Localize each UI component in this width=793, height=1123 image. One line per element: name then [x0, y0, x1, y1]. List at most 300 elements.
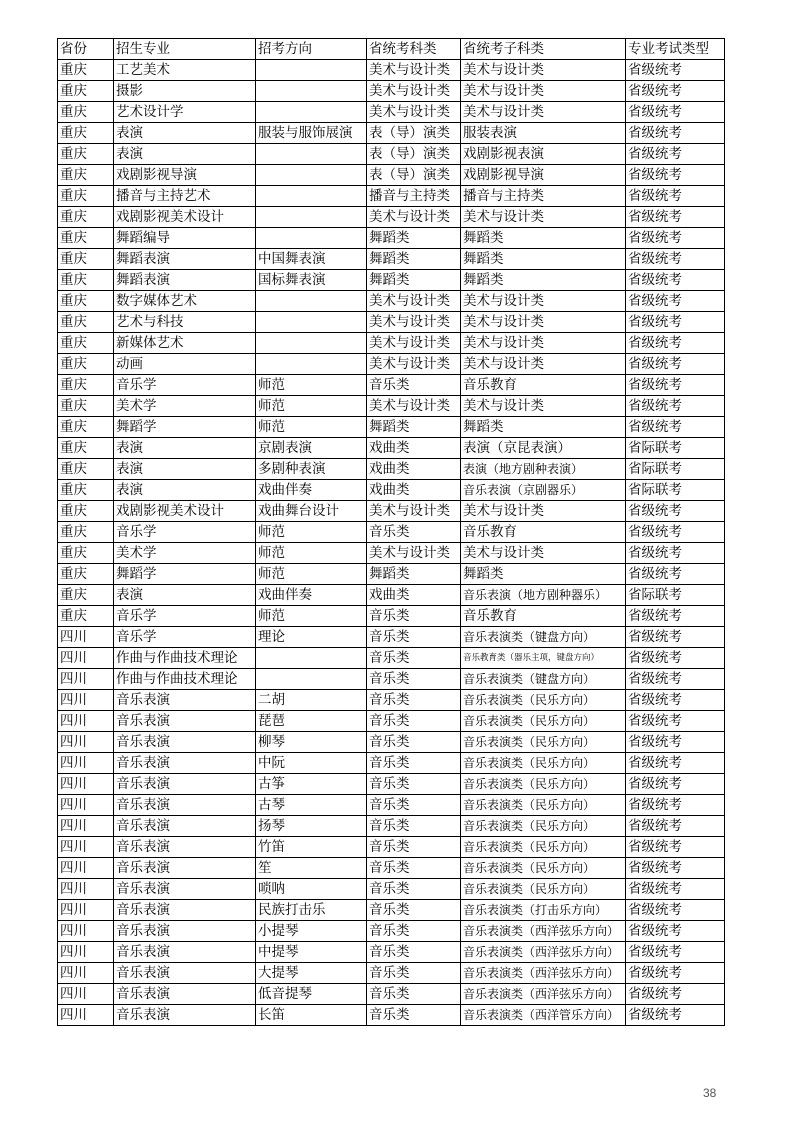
table-row: [58, 438, 725, 459]
table-row: [58, 123, 725, 144]
cell-direction: [256, 354, 367, 375]
cell-exam-subcategory: 音乐表演类（打击乐方向）: [461, 900, 626, 921]
cell-exam-subcategory: 美术与设计类: [461, 501, 626, 522]
cell-exam-type: 省级统考: [626, 753, 725, 774]
table-row: [58, 627, 725, 648]
cell-major: 表演: [114, 438, 256, 459]
table-row: [58, 354, 725, 375]
cell-province: 重庆: [58, 480, 114, 501]
cell-province: 四川: [58, 669, 114, 690]
header-direction: 招考方向: [256, 39, 367, 60]
cell-exam-subcategory: 表演（地方剧种表演）: [461, 459, 626, 480]
table-row: [58, 774, 725, 795]
cell-exam-type: 省级统考: [626, 207, 725, 228]
cell-exam-type: 省级统考: [626, 795, 725, 816]
cell-exam-subcategory: 音乐表演（地方剧种器乐）: [461, 585, 626, 606]
cell-direction: 古琴: [256, 795, 367, 816]
table-row: [58, 459, 725, 480]
cell-exam-subcategory: 音乐表演类（西洋弦乐方向）: [461, 963, 626, 984]
cell-major: 表演: [114, 480, 256, 501]
cell-major: 音乐表演: [114, 858, 256, 879]
cell-exam-subcategory: 美术与设计类: [461, 312, 626, 333]
cell-exam-subcategory: 戏剧影视表演: [461, 144, 626, 165]
cell-province: 四川: [58, 795, 114, 816]
cell-exam-category: 美术与设计类: [367, 543, 461, 564]
cell-exam-subcategory: 播音与主持类: [461, 186, 626, 207]
cell-direction: [256, 144, 367, 165]
cell-exam-type: 省级统考: [626, 354, 725, 375]
cell-province: 重庆: [58, 144, 114, 165]
cell-major: 表演: [114, 459, 256, 480]
cell-exam-category: 美术与设计类: [367, 312, 461, 333]
cell-exam-subcategory: 美术与设计类: [461, 291, 626, 312]
cell-exam-type: 省级统考: [626, 1005, 725, 1026]
table-row: [58, 648, 725, 669]
cell-major: 新媒体艺术: [114, 333, 256, 354]
table-row: [58, 396, 725, 417]
cell-exam-type: 省级统考: [626, 732, 725, 753]
cell-province: 四川: [58, 858, 114, 879]
cell-exam-type: 省级统考: [626, 942, 725, 963]
cell-exam-subcategory: 美术与设计类: [461, 354, 626, 375]
cell-direction: 唢呐: [256, 879, 367, 900]
cell-exam-subcategory: 舞蹈类: [461, 417, 626, 438]
table-row: [58, 144, 725, 165]
cell-province: 重庆: [58, 291, 114, 312]
cell-exam-category: 美术与设计类: [367, 60, 461, 81]
cell-major: 表演: [114, 585, 256, 606]
table-row: [58, 270, 725, 291]
cell-exam-category: 美术与设计类: [367, 333, 461, 354]
cell-exam-subcategory: 音乐表演类（民乐方向）: [461, 732, 626, 753]
cell-exam-subcategory: 美术与设计类: [461, 102, 626, 123]
cell-major: 音乐表演: [114, 942, 256, 963]
cell-direction: 师范: [256, 564, 367, 585]
cell-major: 舞蹈表演: [114, 270, 256, 291]
table-row: [58, 102, 725, 123]
cell-major: 音乐表演: [114, 774, 256, 795]
cell-exam-category: 舞蹈类: [367, 249, 461, 270]
table-row: [58, 963, 725, 984]
cell-major: 音乐表演: [114, 984, 256, 1005]
cell-major: 音乐表演: [114, 753, 256, 774]
admissions-table: [57, 38, 725, 1026]
cell-major: 艺术设计学: [114, 102, 256, 123]
cell-exam-type: 省级统考: [626, 837, 725, 858]
cell-exam-subcategory: 音乐表演类（民乐方向）: [461, 816, 626, 837]
cell-province: 重庆: [58, 102, 114, 123]
cell-direction: [256, 102, 367, 123]
table-row: [58, 333, 725, 354]
cell-major: 音乐学: [114, 375, 256, 396]
cell-exam-category: 音乐类: [367, 879, 461, 900]
cell-province: 重庆: [58, 249, 114, 270]
cell-province: 四川: [58, 837, 114, 858]
table-row: [58, 1005, 725, 1026]
cell-major: 美术学: [114, 543, 256, 564]
cell-direction: 大提琴: [256, 963, 367, 984]
cell-exam-type: 省级统考: [626, 543, 725, 564]
cell-exam-subcategory: 音乐表演类（民乐方向）: [461, 879, 626, 900]
table-row: [58, 60, 725, 81]
cell-major: 播音与主持艺术: [114, 186, 256, 207]
cell-direction: 师范: [256, 606, 367, 627]
cell-exam-category: 音乐类: [367, 375, 461, 396]
cell-exam-subcategory: 戏剧影视导演: [461, 165, 626, 186]
table-row: [58, 669, 725, 690]
cell-province: 四川: [58, 648, 114, 669]
cell-exam-subcategory: 美术与设计类: [461, 60, 626, 81]
cell-exam-category: 戏曲类: [367, 438, 461, 459]
cell-exam-subcategory: 舞蹈类: [461, 564, 626, 585]
cell-major: 音乐表演: [114, 963, 256, 984]
table-row: [58, 522, 725, 543]
cell-exam-type: 省级统考: [626, 690, 725, 711]
cell-province: 重庆: [58, 606, 114, 627]
cell-direction: 师范: [256, 375, 367, 396]
cell-direction: 服装与服饰展演: [256, 123, 367, 144]
cell-exam-type: 省际联考: [626, 585, 725, 606]
cell-exam-category: 音乐类: [367, 648, 461, 669]
cell-exam-type: 省级统考: [626, 186, 725, 207]
cell-province: 重庆: [58, 333, 114, 354]
cell-direction: 国标舞表演: [256, 270, 367, 291]
table-row: [58, 312, 725, 333]
cell-exam-category: 音乐类: [367, 1005, 461, 1026]
table-row: [58, 543, 725, 564]
cell-exam-subcategory: 美术与设计类: [461, 543, 626, 564]
cell-exam-type: 省级统考: [626, 648, 725, 669]
cell-exam-type: 省级统考: [626, 669, 725, 690]
cell-exam-type: 省级统考: [626, 417, 725, 438]
cell-exam-category: 音乐类: [367, 900, 461, 921]
cell-major: 音乐表演: [114, 816, 256, 837]
cell-exam-type: 省级统考: [626, 102, 725, 123]
cell-direction: 低音提琴: [256, 984, 367, 1005]
cell-exam-type: 省际联考: [626, 438, 725, 459]
cell-province: 重庆: [58, 564, 114, 585]
table-row: [58, 291, 725, 312]
cell-direction: 戏曲舞台设计: [256, 501, 367, 522]
table-row: [58, 564, 725, 585]
cell-direction: 笙: [256, 858, 367, 879]
cell-exam-type: 省级统考: [626, 522, 725, 543]
cell-major: 音乐表演: [114, 795, 256, 816]
cell-exam-category: 美术与设计类: [367, 354, 461, 375]
cell-direction: [256, 81, 367, 102]
cell-major: 音乐表演: [114, 711, 256, 732]
cell-exam-category: 戏曲类: [367, 585, 461, 606]
cell-direction: 古筝: [256, 774, 367, 795]
table-row: [58, 249, 725, 270]
cell-direction: 中国舞表演: [256, 249, 367, 270]
cell-exam-category: 音乐类: [367, 627, 461, 648]
cell-major: 表演: [114, 123, 256, 144]
cell-exam-type: 省级统考: [626, 564, 725, 585]
cell-direction: 小提琴: [256, 921, 367, 942]
cell-major: 表演: [114, 144, 256, 165]
cell-major: 舞蹈学: [114, 417, 256, 438]
cell-direction: 长笛: [256, 1005, 367, 1026]
table-row: [58, 690, 725, 711]
cell-exam-category: 音乐类: [367, 942, 461, 963]
cell-province: 重庆: [58, 207, 114, 228]
cell-exam-subcategory: 音乐表演类（西洋管乐方向）: [461, 1005, 626, 1026]
table-row: [58, 585, 725, 606]
cell-exam-type: 省级统考: [626, 375, 725, 396]
cell-major: 摄影: [114, 81, 256, 102]
cell-exam-type: 省级统考: [626, 270, 725, 291]
cell-exam-type: 省级统考: [626, 144, 725, 165]
cell-direction: 民族打击乐: [256, 900, 367, 921]
cell-exam-category: 美术与设计类: [367, 291, 461, 312]
cell-major: 戏剧影视美术设计: [114, 207, 256, 228]
header-exam-subcategory: 省统考子科类: [461, 39, 626, 60]
cell-exam-category: 音乐类: [367, 984, 461, 1005]
table-row: [58, 480, 725, 501]
table-row: [58, 501, 725, 522]
cell-exam-category: 播音与主持类: [367, 186, 461, 207]
header-major: 招生专业: [114, 39, 256, 60]
cell-province: 四川: [58, 690, 114, 711]
cell-major: 舞蹈表演: [114, 249, 256, 270]
table-row: [58, 900, 725, 921]
cell-exam-type: 省级统考: [626, 774, 725, 795]
cell-exam-subcategory: 音乐教育类（器乐主项，键盘方向）: [461, 648, 626, 669]
cell-exam-subcategory: 舞蹈类: [461, 270, 626, 291]
cell-direction: 师范: [256, 543, 367, 564]
cell-direction: 柳琴: [256, 732, 367, 753]
cell-direction: [256, 648, 367, 669]
cell-exam-category: 戏曲类: [367, 459, 461, 480]
cell-exam-category: 美术与设计类: [367, 81, 461, 102]
cell-exam-type: 省级统考: [626, 879, 725, 900]
cell-exam-type: 省级统考: [626, 921, 725, 942]
cell-exam-subcategory: 服装表演: [461, 123, 626, 144]
cell-major: 音乐表演: [114, 732, 256, 753]
cell-direction: [256, 312, 367, 333]
cell-province: 四川: [58, 774, 114, 795]
cell-province: 四川: [58, 816, 114, 837]
cell-exam-type: 省级统考: [626, 291, 725, 312]
cell-major: 音乐表演: [114, 879, 256, 900]
table-row: [58, 165, 725, 186]
cell-exam-type: 省级统考: [626, 627, 725, 648]
cell-exam-category: 音乐类: [367, 711, 461, 732]
cell-exam-subcategory: 音乐表演类（民乐方向）: [461, 774, 626, 795]
header-exam-category: 省统考科类: [367, 39, 461, 60]
table-row: [58, 921, 725, 942]
cell-province: 重庆: [58, 60, 114, 81]
cell-direction: [256, 291, 367, 312]
cell-province: 重庆: [58, 543, 114, 564]
cell-province: 重庆: [58, 186, 114, 207]
cell-exam-subcategory: 音乐表演类（民乐方向）: [461, 753, 626, 774]
cell-direction: 戏曲伴奏: [256, 480, 367, 501]
cell-exam-category: 表（导）演类: [367, 123, 461, 144]
cell-province: 四川: [58, 984, 114, 1005]
cell-province: 重庆: [58, 459, 114, 480]
cell-direction: 中提琴: [256, 942, 367, 963]
cell-direction: 多剧种表演: [256, 459, 367, 480]
cell-exam-type: 省级统考: [626, 333, 725, 354]
cell-province: 重庆: [58, 354, 114, 375]
cell-major: 舞蹈编导: [114, 228, 256, 249]
cell-province: 重庆: [58, 417, 114, 438]
table-row: [58, 81, 725, 102]
cell-province: 四川: [58, 1005, 114, 1026]
cell-exam-category: 音乐类: [367, 774, 461, 795]
cell-exam-category: 美术与设计类: [367, 396, 461, 417]
table-row: [58, 753, 725, 774]
cell-exam-subcategory: 音乐表演类（西洋弦乐方向）: [461, 942, 626, 963]
cell-exam-subcategory: 音乐教育: [461, 375, 626, 396]
cell-exam-type: 省级统考: [626, 900, 725, 921]
cell-major: 戏剧影视美术设计: [114, 501, 256, 522]
cell-exam-type: 省级统考: [626, 312, 725, 333]
cell-direction: 中阮: [256, 753, 367, 774]
cell-exam-subcategory: 美术与设计类: [461, 333, 626, 354]
cell-exam-type: 省级统考: [626, 816, 725, 837]
cell-direction: 京剧表演: [256, 438, 367, 459]
cell-exam-subcategory: 音乐表演类（民乐方向）: [461, 690, 626, 711]
cell-major: 音乐表演: [114, 921, 256, 942]
table-row: [58, 207, 725, 228]
cell-major: 舞蹈学: [114, 564, 256, 585]
cell-exam-subcategory: 音乐表演类（西洋弦乐方向）: [461, 984, 626, 1005]
table-row: [58, 417, 725, 438]
cell-exam-subcategory: 音乐教育: [461, 606, 626, 627]
cell-exam-category: 音乐类: [367, 732, 461, 753]
cell-province: 重庆: [58, 81, 114, 102]
table-row: [58, 375, 725, 396]
cell-exam-subcategory: 音乐表演（京剧器乐）: [461, 480, 626, 501]
cell-exam-category: 音乐类: [367, 753, 461, 774]
cell-province: 重庆: [58, 396, 114, 417]
cell-major: 音乐表演: [114, 900, 256, 921]
cell-exam-type: 省级统考: [626, 963, 725, 984]
cell-province: 重庆: [58, 312, 114, 333]
cell-exam-subcategory: 音乐表演类（键盘方向）: [461, 669, 626, 690]
table-header-row: [58, 39, 725, 60]
cell-exam-type: 省级统考: [626, 858, 725, 879]
cell-major: 音乐学: [114, 627, 256, 648]
cell-major: 工艺美术: [114, 60, 256, 81]
cell-direction: 师范: [256, 417, 367, 438]
cell-exam-category: 舞蹈类: [367, 417, 461, 438]
page-number: 38: [703, 1086, 717, 1100]
table-row: [58, 942, 725, 963]
cell-exam-type: 省级统考: [626, 984, 725, 1005]
cell-major: 数字媒体艺术: [114, 291, 256, 312]
cell-exam-category: 音乐类: [367, 606, 461, 627]
cell-exam-subcategory: 音乐表演类（西洋弦乐方向）: [461, 921, 626, 942]
cell-province: 重庆: [58, 375, 114, 396]
cell-major: 音乐表演: [114, 690, 256, 711]
cell-exam-category: 表（导）演类: [367, 165, 461, 186]
cell-province: 重庆: [58, 585, 114, 606]
cell-direction: [256, 165, 367, 186]
table-row: [58, 186, 725, 207]
cell-exam-subcategory: 音乐表演类（民乐方向）: [461, 711, 626, 732]
cell-exam-category: 舞蹈类: [367, 564, 461, 585]
cell-major: 作曲与作曲技术理论: [114, 669, 256, 690]
cell-exam-category: 音乐类: [367, 522, 461, 543]
table-body: [58, 60, 725, 1026]
cell-exam-category: 音乐类: [367, 858, 461, 879]
cell-direction: 竹笛: [256, 837, 367, 858]
cell-province: 四川: [58, 921, 114, 942]
cell-exam-category: 美术与设计类: [367, 102, 461, 123]
cell-province: 四川: [58, 942, 114, 963]
table-row: [58, 732, 725, 753]
cell-exam-type: 省级统考: [626, 606, 725, 627]
cell-direction: 琵琶: [256, 711, 367, 732]
table-row: [58, 858, 725, 879]
cell-major: 音乐学: [114, 606, 256, 627]
table-row: [58, 816, 725, 837]
cell-exam-category: 舞蹈类: [367, 228, 461, 249]
cell-exam-category: 音乐类: [367, 816, 461, 837]
cell-province: 四川: [58, 732, 114, 753]
cell-direction: 二胡: [256, 690, 367, 711]
cell-exam-type: 省级统考: [626, 60, 725, 81]
cell-exam-type: 省级统考: [626, 123, 725, 144]
cell-exam-type: 省级统考: [626, 81, 725, 102]
cell-exam-type: 省际联考: [626, 459, 725, 480]
cell-major: 作曲与作曲技术理论: [114, 648, 256, 669]
cell-exam-subcategory: 舞蹈类: [461, 249, 626, 270]
cell-exam-category: 戏曲类: [367, 480, 461, 501]
cell-exam-subcategory: 音乐表演类（民乐方向）: [461, 858, 626, 879]
cell-exam-subcategory: 音乐表演类（民乐方向）: [461, 795, 626, 816]
cell-exam-category: 美术与设计类: [367, 207, 461, 228]
cell-exam-type: 省级统考: [626, 228, 725, 249]
cell-exam-category: 舞蹈类: [367, 270, 461, 291]
cell-direction: 理论: [256, 627, 367, 648]
cell-direction: [256, 207, 367, 228]
cell-exam-category: 美术与设计类: [367, 501, 461, 522]
cell-major: 艺术与科技: [114, 312, 256, 333]
cell-direction: 师范: [256, 396, 367, 417]
cell-exam-subcategory: 音乐表演类（键盘方向）: [461, 627, 626, 648]
cell-exam-subcategory: 舞蹈类: [461, 228, 626, 249]
cell-exam-type: 省级统考: [626, 396, 725, 417]
cell-direction: [256, 669, 367, 690]
cell-exam-category: 音乐类: [367, 669, 461, 690]
cell-exam-subcategory: 音乐教育: [461, 522, 626, 543]
cell-direction: [256, 228, 367, 249]
cell-direction: 师范: [256, 522, 367, 543]
cell-exam-subcategory: 美术与设计类: [461, 396, 626, 417]
cell-province: 四川: [58, 879, 114, 900]
cell-exam-subcategory: 美术与设计类: [461, 81, 626, 102]
table-row: [58, 711, 725, 732]
cell-exam-type: 省级统考: [626, 501, 725, 522]
table-row: [58, 228, 725, 249]
cell-exam-subcategory: 美术与设计类: [461, 207, 626, 228]
cell-province: 重庆: [58, 522, 114, 543]
cell-province: 重庆: [58, 501, 114, 522]
cell-direction: [256, 60, 367, 81]
header-province: 省份: [58, 39, 114, 60]
cell-exam-category: 音乐类: [367, 795, 461, 816]
cell-exam-category: 音乐类: [367, 963, 461, 984]
cell-major: 音乐表演: [114, 837, 256, 858]
cell-exam-category: 表（导）演类: [367, 144, 461, 165]
cell-exam-category: 音乐类: [367, 690, 461, 711]
cell-exam-type: 省级统考: [626, 249, 725, 270]
